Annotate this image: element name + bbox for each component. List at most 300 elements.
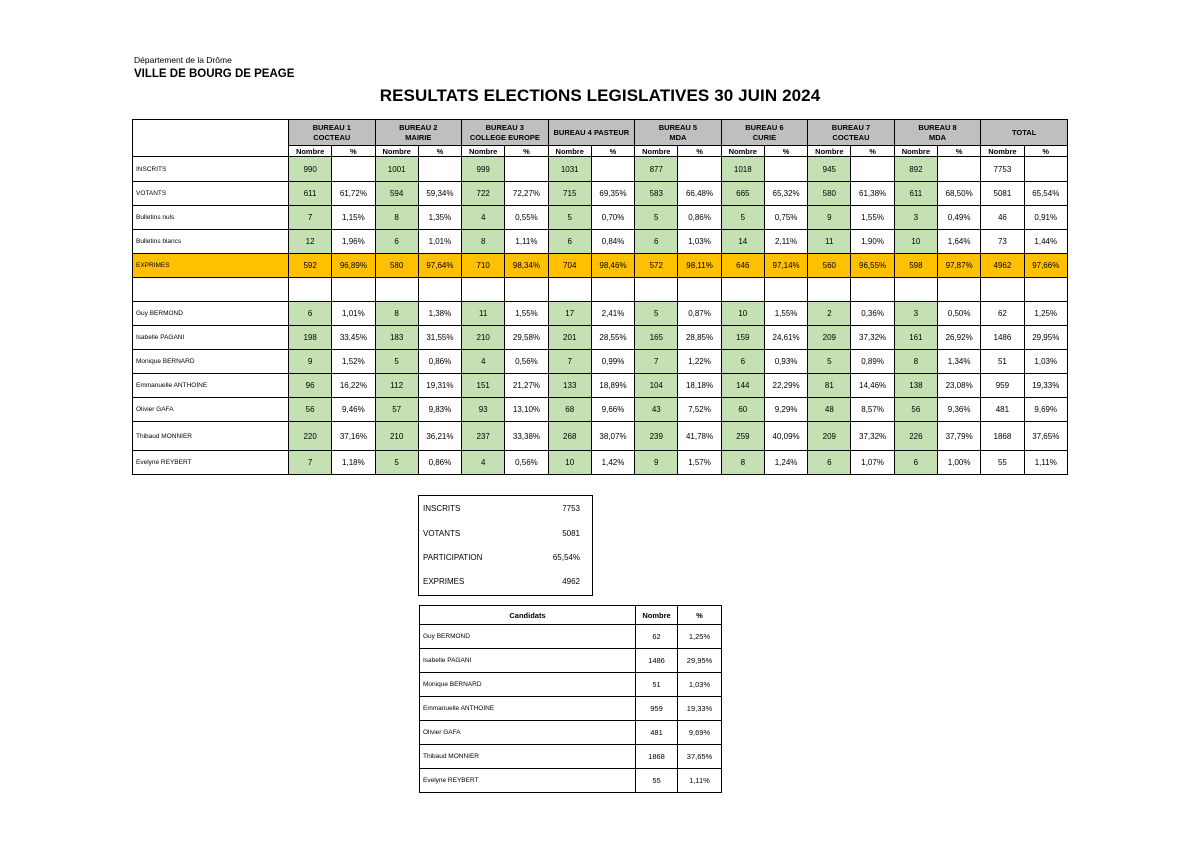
count-cell: 583 <box>635 182 678 206</box>
count-cell: 580 <box>808 182 851 206</box>
count-cell: 11 <box>462 302 505 326</box>
col-nombre-header: Nombre <box>635 146 678 157</box>
col-pct-header: % <box>938 146 981 157</box>
total-percent-cell: 29,95% <box>1024 326 1067 350</box>
percent-cell: 1,34% <box>938 350 981 374</box>
candidate-name: Guy BERMOND <box>420 625 636 649</box>
empty-cell <box>375 278 418 302</box>
empty-cell <box>288 278 331 302</box>
percent-cell: 1,24% <box>764 451 807 475</box>
bureau-header-7 <box>808 120 895 146</box>
percent-cell: 13,10% <box>505 398 548 422</box>
percent-cell: 65,32% <box>764 182 807 206</box>
row-label: Monique BERNARD <box>133 350 289 374</box>
count-cell: 4 <box>462 206 505 230</box>
summary-value: 7753 <box>562 504 580 513</box>
total-percent-cell: 97,66% <box>1024 254 1067 278</box>
empty-cell <box>981 278 1024 302</box>
percent-cell: 37,79% <box>938 422 981 451</box>
total-count-cell: 4962 <box>981 254 1024 278</box>
page-title: RESULTATS ELECTIONS LEGISLATIVES 30 JUIN 2024 <box>379 86 821 105</box>
count-cell: 210 <box>462 326 505 350</box>
count-cell: 945 <box>808 157 851 182</box>
header-candidats: Candidats <box>420 606 636 625</box>
percent-cell: 18,89% <box>591 374 634 398</box>
candidate-pct: 9,69% <box>678 721 722 745</box>
percent-cell: 9,36% <box>938 398 981 422</box>
percent-cell: 7,52% <box>678 398 721 422</box>
summary-box <box>418 495 593 596</box>
count-cell: 1031 <box>548 157 591 182</box>
percent-cell <box>418 157 461 182</box>
count-cell: 56 <box>894 398 937 422</box>
count-cell: 12 <box>288 230 331 254</box>
percent-cell: 97,87% <box>938 254 981 278</box>
percent-cell: 1,11% <box>505 230 548 254</box>
count-cell: 198 <box>288 326 331 350</box>
bureau-name: BUREAU 1 <box>312 122 351 132</box>
count-cell: 6 <box>808 451 851 475</box>
total-percent-cell <box>1024 157 1067 182</box>
count-cell: 592 <box>288 254 331 278</box>
summary-value: 5081 <box>562 529 580 538</box>
row-label: Olivier GAFA <box>133 398 289 422</box>
candidate-pct: 37,65% <box>678 745 722 769</box>
count-cell: 6 <box>548 230 591 254</box>
empty-cell <box>721 278 764 302</box>
empty-cell <box>418 278 461 302</box>
bureau-name: BUREAU 3 <box>485 122 524 132</box>
percent-cell: 1,55% <box>505 302 548 326</box>
count-cell: 7 <box>548 350 591 374</box>
count-cell: 8 <box>375 302 418 326</box>
total-percent-cell: 65,54% <box>1024 182 1067 206</box>
percent-cell: 1,01% <box>418 230 461 254</box>
percent-cell <box>678 157 721 182</box>
col-nombre-header: Nombre <box>375 146 418 157</box>
count-cell: 43 <box>635 398 678 422</box>
percent-cell: 9,66% <box>591 398 634 422</box>
percent-cell: 31,55% <box>418 326 461 350</box>
summary-label: INSCRITS <box>423 504 461 513</box>
bureau-header-8 <box>894 120 981 146</box>
count-cell: 259 <box>721 422 764 451</box>
percent-cell: 26,92% <box>938 326 981 350</box>
count-cell: 226 <box>894 422 937 451</box>
count-cell: 209 <box>808 422 851 451</box>
table-row <box>133 451 1068 475</box>
empty-cell <box>851 278 894 302</box>
percent-cell: 38,07% <box>591 422 634 451</box>
count-cell: 9 <box>288 350 331 374</box>
percent-cell: 72,27% <box>505 182 548 206</box>
percent-cell: 96,55% <box>851 254 894 278</box>
percent-cell: 1,15% <box>332 206 375 230</box>
total-count-cell: 7753 <box>981 157 1024 182</box>
percent-cell: 0,89% <box>851 350 894 374</box>
percent-cell: 1,07% <box>851 451 894 475</box>
city-label: VILLE DE BOURG DE PEAGE <box>134 68 295 80</box>
count-cell: 704 <box>548 254 591 278</box>
row-label: Bulletins blancs <box>133 230 289 254</box>
percent-cell: 0,75% <box>764 206 807 230</box>
percent-cell <box>505 157 548 182</box>
percent-cell: 1,57% <box>678 451 721 475</box>
col-pct-header: % <box>591 146 634 157</box>
count-cell: 1018 <box>721 157 764 182</box>
count-cell: 268 <box>548 422 591 451</box>
percent-cell: 98,46% <box>591 254 634 278</box>
candidate-name: Monique BERNARD <box>420 673 636 697</box>
count-cell: 138 <box>894 374 937 398</box>
count-cell: 68 <box>548 398 591 422</box>
count-cell: 5 <box>635 206 678 230</box>
count-cell: 8 <box>462 230 505 254</box>
bureau-location: COCTEAU <box>832 132 870 142</box>
candidate-nombre: 62 <box>636 625 678 649</box>
percent-cell: 69,35% <box>591 182 634 206</box>
candidate-nombre: 959 <box>636 697 678 721</box>
count-cell: 6 <box>894 451 937 475</box>
row-label: Evelyne REYBERT <box>133 451 289 475</box>
percent-cell: 1,01% <box>332 302 375 326</box>
col-nombre-header: Nombre <box>721 146 764 157</box>
percent-cell: 68,50% <box>938 182 981 206</box>
count-cell: 10 <box>721 302 764 326</box>
count-cell: 6 <box>288 302 331 326</box>
count-cell: 5 <box>635 302 678 326</box>
total-header: TOTAL <box>981 120 1068 146</box>
count-cell: 183 <box>375 326 418 350</box>
percent-cell: 9,29% <box>764 398 807 422</box>
empty-cell <box>505 278 548 302</box>
count-cell: 48 <box>808 398 851 422</box>
row-label: Emmanuelle ANTHOINE <box>133 374 289 398</box>
col-nombre-header: Nombre <box>462 146 505 157</box>
row-label: Bulletins nuls <box>133 206 289 230</box>
percent-cell: 19,31% <box>418 374 461 398</box>
summary-label: PARTICIPATION <box>423 553 483 562</box>
candidate-nombre: 481 <box>636 721 678 745</box>
table-row <box>133 350 1068 374</box>
percent-cell: 22,29% <box>764 374 807 398</box>
empty-cell <box>764 278 807 302</box>
count-cell: 5 <box>721 206 764 230</box>
table-row <box>133 422 1068 451</box>
count-cell: 8 <box>721 451 764 475</box>
percent-cell: 28,55% <box>591 326 634 350</box>
percent-cell: 1,90% <box>851 230 894 254</box>
header-pct: % <box>678 606 722 625</box>
table-row <box>133 302 1068 326</box>
percent-cell: 61,72% <box>332 182 375 206</box>
total-count-cell: 73 <box>981 230 1024 254</box>
percent-cell: 14,46% <box>851 374 894 398</box>
count-cell: 646 <box>721 254 764 278</box>
bureau-location: MDA <box>669 132 687 142</box>
candidate-totals-table <box>419 605 722 793</box>
count-cell: 210 <box>375 422 418 451</box>
candidate-nombre: 55 <box>636 769 678 793</box>
empty-cell <box>635 278 678 302</box>
candidate-pct: 29,95% <box>678 649 722 673</box>
percent-cell: 21,27% <box>505 374 548 398</box>
count-cell: 220 <box>288 422 331 451</box>
percent-cell: 97,64% <box>418 254 461 278</box>
bureau-header-6 <box>721 120 808 146</box>
percent-cell: 29,58% <box>505 326 548 350</box>
percent-cell: 0,86% <box>418 350 461 374</box>
summary-value: 65,54% <box>552 553 580 562</box>
percent-cell: 0,93% <box>764 350 807 374</box>
percent-cell: 0,50% <box>938 302 981 326</box>
percent-cell: 98,11% <box>678 254 721 278</box>
percent-cell: 1,00% <box>938 451 981 475</box>
percent-cell: 0,70% <box>591 206 634 230</box>
count-cell: 722 <box>462 182 505 206</box>
table-row <box>133 398 1068 422</box>
table-row <box>133 254 1068 278</box>
table-row <box>133 182 1068 206</box>
table-row <box>133 157 1068 182</box>
col-nombre-header: Nombre <box>894 146 937 157</box>
percent-cell: 40,09% <box>764 422 807 451</box>
count-cell: 715 <box>548 182 591 206</box>
bureau-location: MAIRIE <box>405 132 432 142</box>
count-cell: 5 <box>808 350 851 374</box>
total-percent-cell: 1,03% <box>1024 350 1067 374</box>
count-cell: 161 <box>894 326 937 350</box>
col-pct-header: % <box>418 146 461 157</box>
percent-cell: 23,08% <box>938 374 981 398</box>
count-cell: 159 <box>721 326 764 350</box>
total-percent-cell: 1,44% <box>1024 230 1067 254</box>
count-cell: 96 <box>288 374 331 398</box>
separator-row <box>133 278 1068 302</box>
candidate-name: Evelyne REYBERT <box>420 769 636 793</box>
percent-cell: 9,46% <box>332 398 375 422</box>
empty-cell <box>548 278 591 302</box>
empty-cell <box>133 278 289 302</box>
col-nombre-header: Nombre <box>981 146 1024 157</box>
count-cell: 999 <box>462 157 505 182</box>
percent-cell: 0,55% <box>505 206 548 230</box>
bureau-name: BUREAU 7 <box>831 122 871 132</box>
count-cell: 10 <box>894 230 937 254</box>
count-cell: 8 <box>894 350 937 374</box>
empty-cell <box>591 278 634 302</box>
count-cell: 11 <box>808 230 851 254</box>
table-row <box>420 673 722 697</box>
row-label: EXPRIMES <box>133 254 289 278</box>
percent-cell: 37,32% <box>851 326 894 350</box>
count-cell: 133 <box>548 374 591 398</box>
percent-cell: 18,18% <box>678 374 721 398</box>
department-label: Département de la Drôme <box>134 55 232 65</box>
summary-value: 4962 <box>562 577 580 586</box>
total-count-cell: 55 <box>981 451 1024 475</box>
bureau-header-1 <box>288 120 375 146</box>
summary-row <box>423 529 580 538</box>
col-pct-header: % <box>851 146 894 157</box>
summary-row <box>423 577 580 586</box>
percent-cell: 1,22% <box>678 350 721 374</box>
bureau-location: COLLEGE EUROPE <box>469 132 540 142</box>
count-cell: 572 <box>635 254 678 278</box>
table-row <box>133 206 1068 230</box>
row-label: Isabelle PAGANI <box>133 326 289 350</box>
count-cell: 6 <box>635 230 678 254</box>
total-count-cell: 46 <box>981 206 1024 230</box>
count-cell: 56 <box>288 398 331 422</box>
summary-label: EXPRIMES <box>423 577 465 586</box>
table-row <box>420 625 722 649</box>
candidate-name: Olivier GAFA <box>420 721 636 745</box>
candidate-name: Emmanuelle ANTHOINE <box>420 697 636 721</box>
percent-cell <box>764 157 807 182</box>
bureau-name: BUREAU 4 PASTEUR <box>553 127 630 137</box>
percent-cell: 0,86% <box>678 206 721 230</box>
percent-cell: 97,14% <box>764 254 807 278</box>
count-cell: 237 <box>462 422 505 451</box>
table-row <box>133 326 1068 350</box>
count-cell: 4 <box>462 350 505 374</box>
bureau-header-4 <box>548 120 635 146</box>
total-percent-cell: 1,25% <box>1024 302 1067 326</box>
table-row <box>420 697 722 721</box>
total-percent-cell: 19,33% <box>1024 374 1067 398</box>
percent-cell <box>851 157 894 182</box>
bureau-name: BUREAU 5 <box>658 122 698 132</box>
table-row <box>420 745 722 769</box>
percent-cell: 0,49% <box>938 206 981 230</box>
total-count-cell: 1868 <box>981 422 1024 451</box>
percent-cell: 0,87% <box>678 302 721 326</box>
empty-cell <box>894 278 937 302</box>
total-percent-cell: 9,69% <box>1024 398 1067 422</box>
blank-header-cell <box>133 120 289 157</box>
count-cell: 239 <box>635 422 678 451</box>
count-cell: 57 <box>375 398 418 422</box>
total-count-cell: 1486 <box>981 326 1024 350</box>
count-cell: 93 <box>462 398 505 422</box>
count-cell: 598 <box>894 254 937 278</box>
col-pct-header: % <box>764 146 807 157</box>
count-cell: 151 <box>462 374 505 398</box>
count-cell: 6 <box>721 350 764 374</box>
candidate-nombre: 1868 <box>636 745 678 769</box>
table-row <box>133 374 1068 398</box>
total-count-cell: 5081 <box>981 182 1024 206</box>
count-cell: 710 <box>462 254 505 278</box>
count-cell: 3 <box>894 206 937 230</box>
bureau-name: BUREAU 8 <box>918 122 957 132</box>
count-cell: 3 <box>894 302 937 326</box>
percent-cell: 8,57% <box>851 398 894 422</box>
count-cell: 6 <box>375 230 418 254</box>
empty-cell <box>462 278 505 302</box>
count-cell: 8 <box>375 206 418 230</box>
count-cell: 14 <box>721 230 764 254</box>
percent-cell: 59,34% <box>418 182 461 206</box>
col-pct-header: % <box>1024 146 1067 157</box>
col-pct-header: % <box>505 146 548 157</box>
empty-cell <box>332 278 375 302</box>
col-nombre-header: Nombre <box>548 146 591 157</box>
candidate-pct: 1,03% <box>678 673 722 697</box>
count-cell: 7 <box>288 451 331 475</box>
count-cell: 560 <box>808 254 851 278</box>
col-pct-header: % <box>332 146 375 157</box>
empty-cell <box>938 278 981 302</box>
percent-cell: 24,61% <box>764 326 807 350</box>
percent-cell: 0,99% <box>591 350 634 374</box>
empty-cell <box>1024 278 1067 302</box>
row-label: VOTANTS <box>133 182 289 206</box>
col-nombre-header: Nombre <box>808 146 851 157</box>
table-row <box>420 769 722 793</box>
percent-cell: 0,56% <box>505 350 548 374</box>
candidate-nombre: 51 <box>636 673 678 697</box>
table-row <box>420 721 722 745</box>
candidate-name: Thibaud MONNIER <box>420 745 636 769</box>
percent-cell: 0,36% <box>851 302 894 326</box>
count-cell: 892 <box>894 157 937 182</box>
percent-cell: 0,84% <box>591 230 634 254</box>
percent-cell: 2,41% <box>591 302 634 326</box>
bureau-header-2 <box>375 120 462 146</box>
col-nombre-header: Nombre <box>288 146 331 157</box>
percent-cell: 0,86% <box>418 451 461 475</box>
percent-cell: 37,16% <box>332 422 375 451</box>
total-count-cell: 481 <box>981 398 1024 422</box>
bureau-header-row <box>133 120 1068 146</box>
results-by-bureau-table <box>132 119 1068 475</box>
candidate-totals-header <box>420 606 722 625</box>
percent-cell: 1,35% <box>418 206 461 230</box>
bureau-header-5 <box>635 120 722 146</box>
count-cell: 611 <box>894 182 937 206</box>
count-cell: 81 <box>808 374 851 398</box>
candidate-name: Isabelle PAGANI <box>420 649 636 673</box>
count-cell: 594 <box>375 182 418 206</box>
count-cell: 7 <box>635 350 678 374</box>
percent-cell: 33,45% <box>332 326 375 350</box>
percent-cell: 1,03% <box>678 230 721 254</box>
total-percent-cell: 1,11% <box>1024 451 1067 475</box>
candidate-pct: 1,25% <box>678 625 722 649</box>
total-count-cell: 62 <box>981 302 1024 326</box>
count-cell: 5 <box>375 451 418 475</box>
summary-row <box>423 504 580 513</box>
header-nombre: Nombre <box>636 606 678 625</box>
count-cell: 17 <box>548 302 591 326</box>
count-cell: 5 <box>375 350 418 374</box>
percent-cell: 1,18% <box>332 451 375 475</box>
percent-cell: 1,42% <box>591 451 634 475</box>
bureau-header-3 <box>462 120 549 146</box>
row-label: Thibaud MONNIER <box>133 422 289 451</box>
bureau-location: MDA <box>928 132 947 142</box>
percent-cell: 37,32% <box>851 422 894 451</box>
count-cell: 611 <box>288 182 331 206</box>
bureau-name: BUREAU 2 <box>399 122 438 132</box>
bureau-location: COCTEAU <box>313 132 351 142</box>
count-cell: 877 <box>635 157 678 182</box>
count-cell: 580 <box>375 254 418 278</box>
count-cell: 209 <box>808 326 851 350</box>
percent-cell: 61,38% <box>851 182 894 206</box>
